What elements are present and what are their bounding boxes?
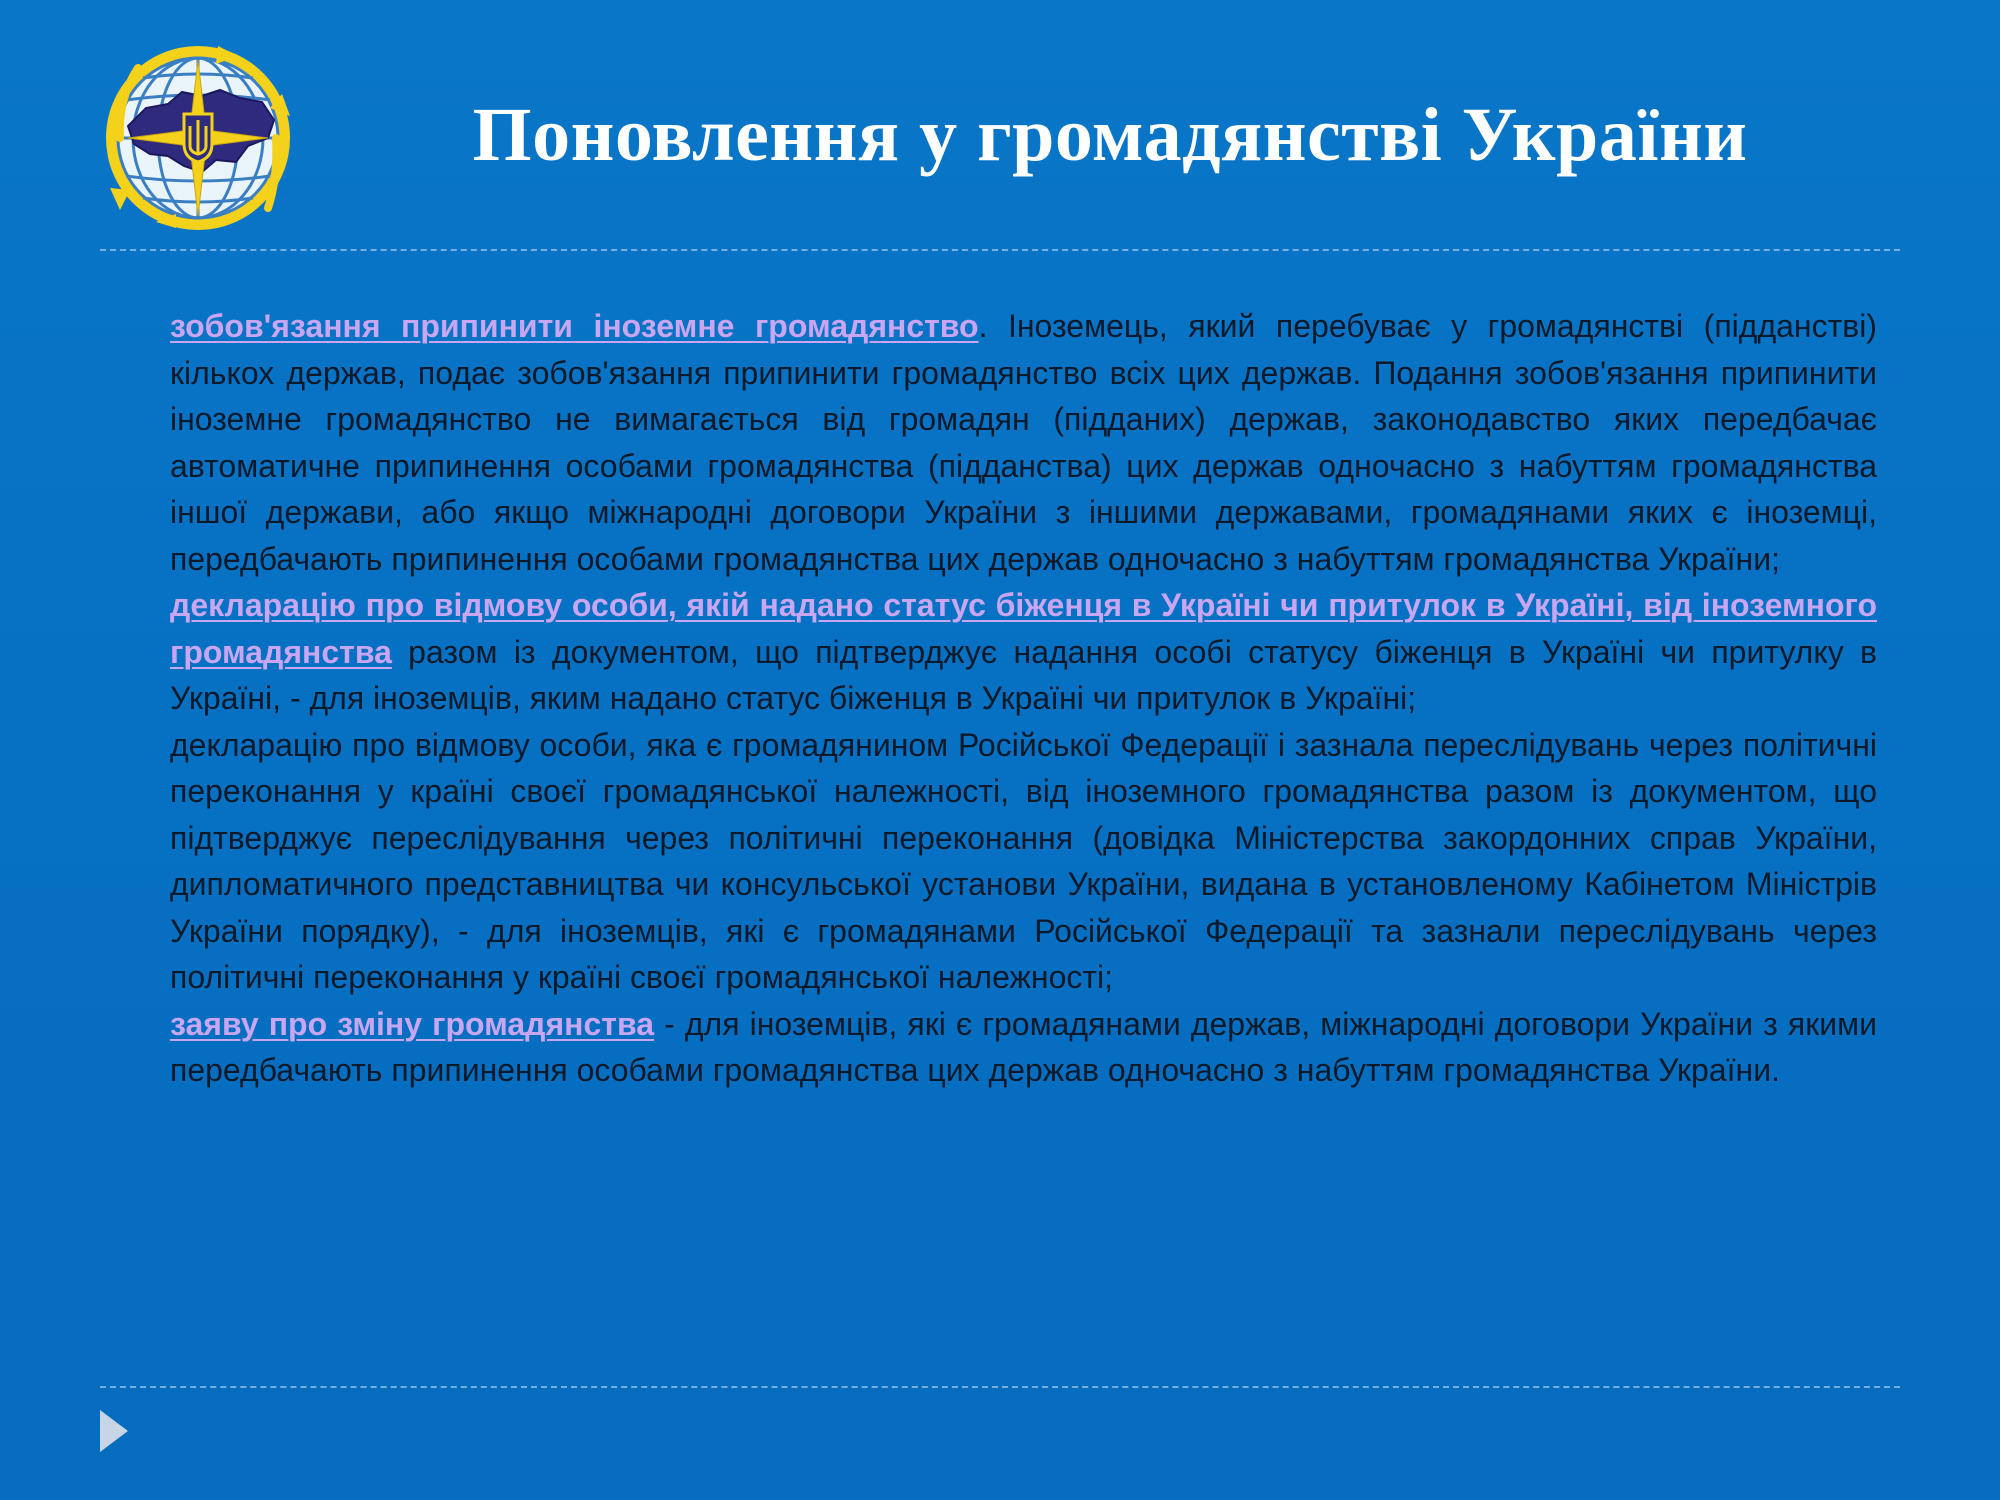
state-migration-service-emblem-icon [98, 38, 298, 238]
link-obligation-terminate-citizenship[interactable]: зобов'язання припинити іноземне громадянство [170, 308, 979, 344]
next-slide-arrow-icon[interactable] [100, 1410, 128, 1452]
link-change-citizenship-application[interactable]: заяву про зміну громадянства [170, 1005, 655, 1042]
paragraph-russian-federation-declaration: декларацію про відмову особи, яка є громадянином Російської Федерації і зазнала переслідувань через політичні переконання у країні своєї громадянської належності, від іноземного громадянства разом із документом, що підтверджує переслідування через політичні переконання (довідка Міністерства закордонних справ України, дипломатичного представництва чи консульської установи України, видана в установленому Кабінетом Міністрів України порядку), - для іноземців, які є громадянами Російської Федерації та зазнали переслідувань через політичні переконання у країні своєї громадянської належності; [170, 726, 1877, 995]
paragraph-obligation [170, 303, 1877, 582]
link-refugee-declaration[interactable]: декларацію про відмову особи, якій надано статус біженця в Україні чи притулок в Україні, від іноземного громадянства [170, 587, 1877, 670]
slide-title: Поновлення у громадянстві України [472, 93, 1748, 177]
bottom-divider [100, 1386, 1900, 1388]
top-divider [100, 249, 1900, 251]
paragraph-refugee-declaration-text: разом із документом, що підтверджує надання особі статусу біженця в Україні чи притулку в Україні, - для іноземців, яким надано статус біженця в Україні чи притулок в Україні; [170, 633, 1877, 716]
paragraph-refugee-declaration [170, 582, 1877, 722]
slide-body [170, 303, 1877, 1094]
paragraph-change-citizenship [170, 1001, 1877, 1094]
paragraph-obligation-text: . Іноземець, який перебуває у громадянстві (підданстві) кількох держав, подає зобов'язання припинити громадянство всіх цих держав. Подання зобов'язання припинити іноземне громадянство не вимагається від громадян (підданих) держав, законодавство яких передбачає автоматичне припинення особами громадянства (підданства) цих держав одночасно з набуттям громадянства іншої держави, або якщо міжнародні договори України з іншими державами, громадянами яких є іноземці, передбачають припинення особами громадянства цих держав одночасно з набуттям громадянства України; [170, 308, 1878, 577]
paragraph-change-citizenship-text: - для іноземців, які є громадянами держав, міжнародні договори України з якими передбачають припинення особами громадянства цих держав одночасно з набуттям громадянства України. [170, 1005, 1878, 1088]
